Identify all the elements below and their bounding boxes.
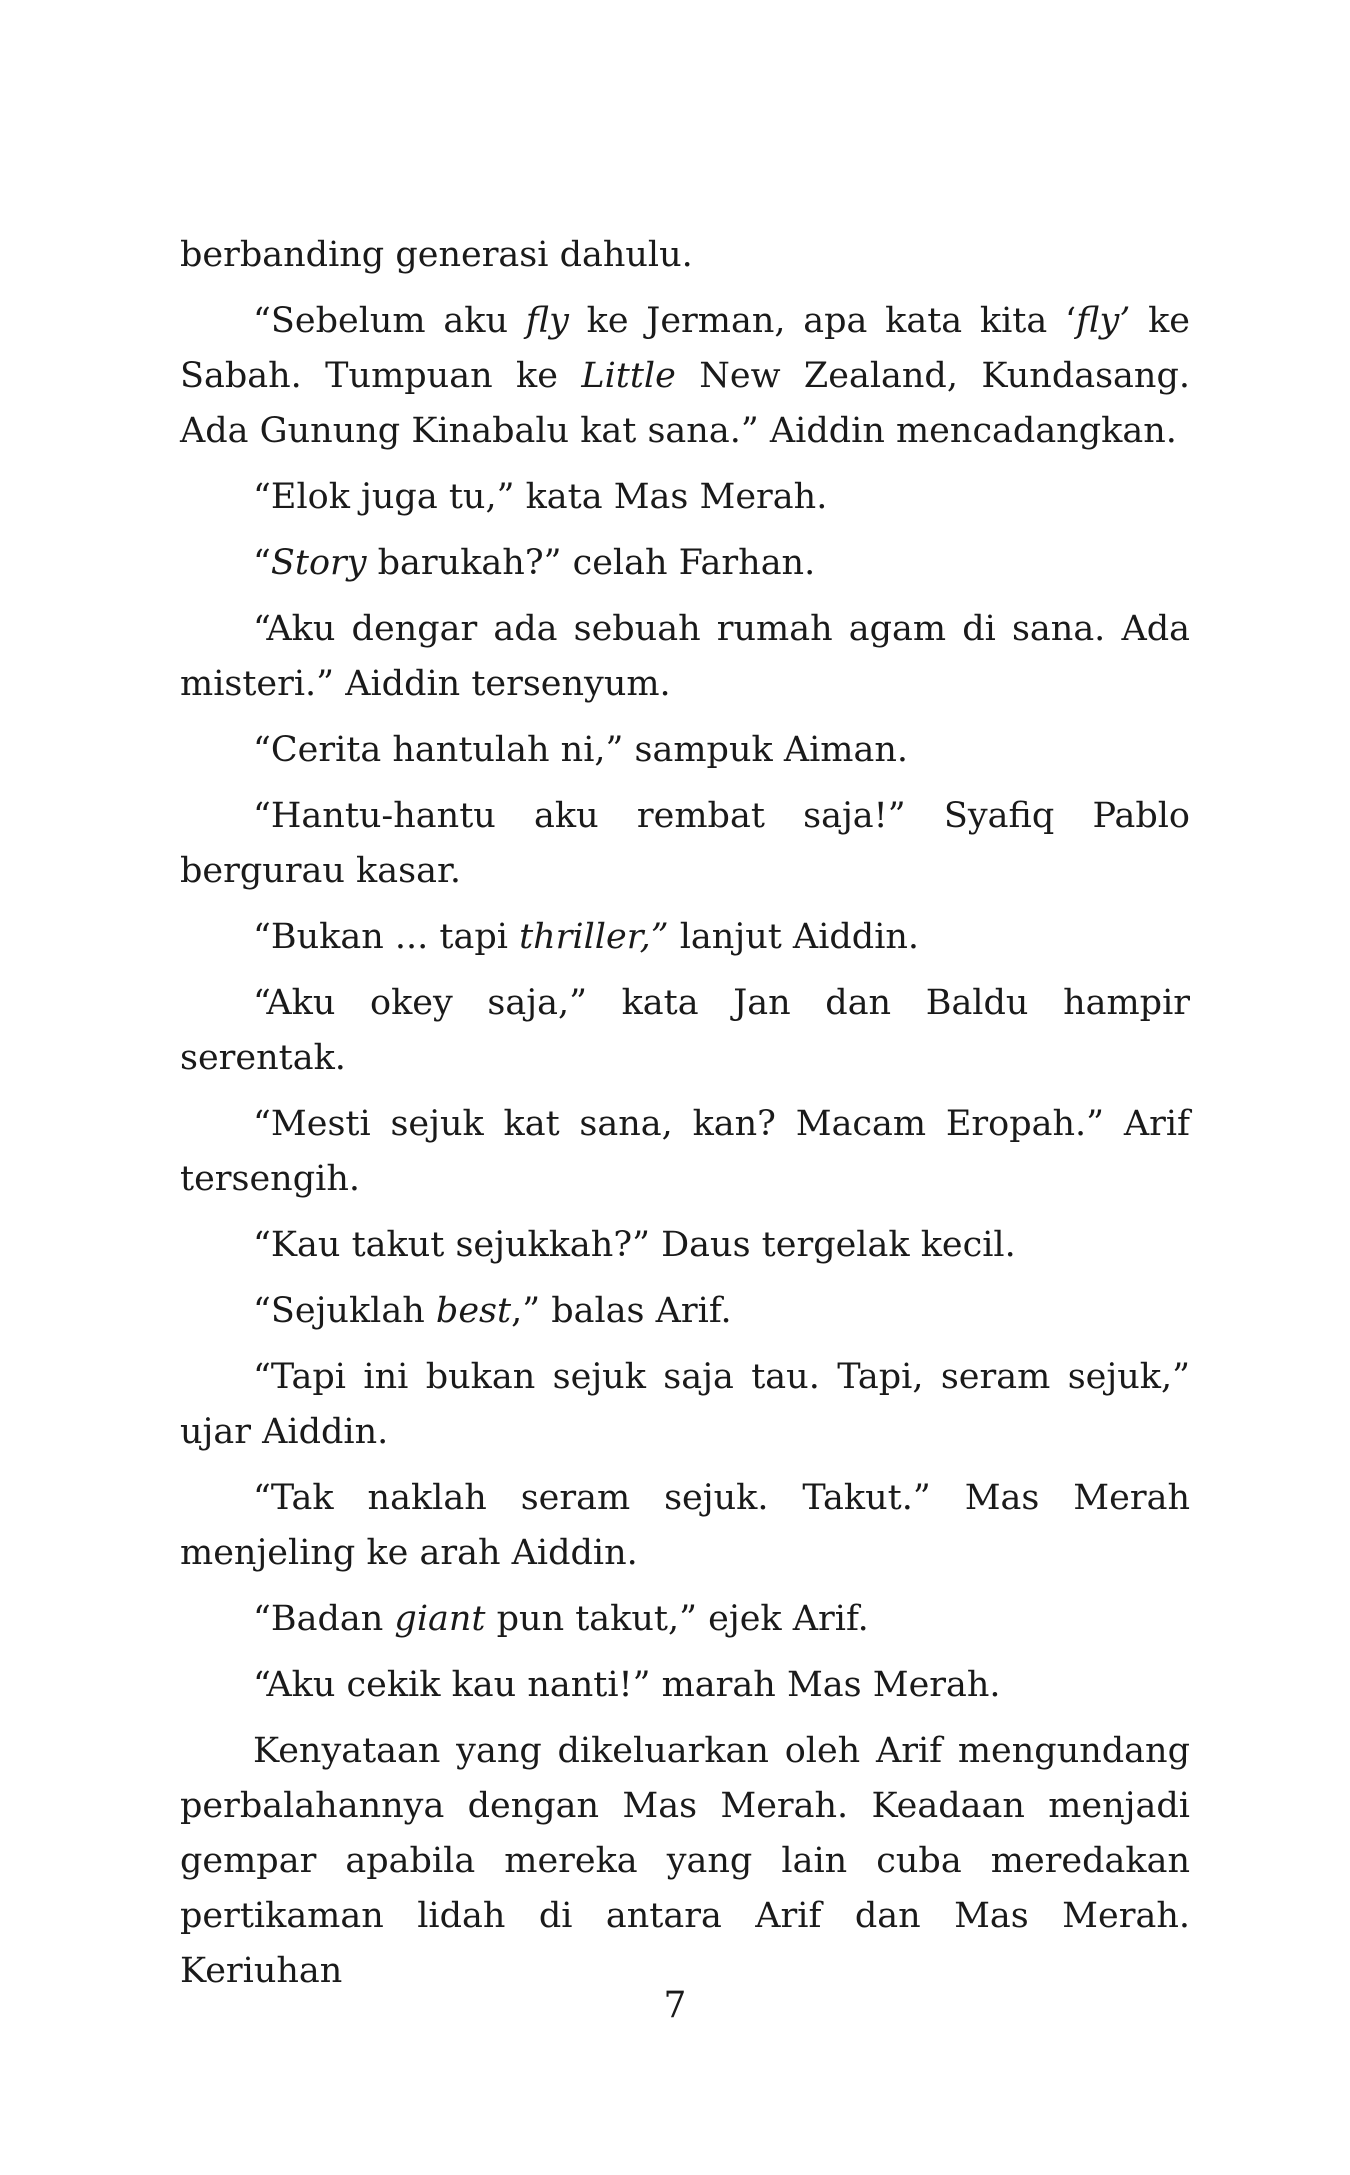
text-run: “Sejuklah xyxy=(253,1291,436,1331)
text-run: “Tak naklah seram sejuk. Takut.” Mas Merah menjeling ke arah Aiddin. xyxy=(180,1478,1190,1573)
text-run: “Aku okey saja,” kata Jan dan Baldu hampir serentak. xyxy=(180,983,1190,1078)
text-run: “Mesti sejuk kat sana, kan? Macam Eropah.” Arif tersengih. xyxy=(180,1104,1190,1199)
text-run: “Aku cekik kau nanti!” marah Mas Merah. xyxy=(253,1665,1001,1705)
text-run: berbanding generasi dahulu. xyxy=(180,235,693,275)
paragraph xyxy=(180,1350,1190,1460)
text-run: “Bukan ... tapi xyxy=(253,917,520,957)
italic-text: fly xyxy=(525,301,569,341)
paragraph xyxy=(180,602,1190,712)
paragraph xyxy=(180,294,1190,459)
text-run: ke Jerman, apa kata kita ‘ xyxy=(568,301,1077,341)
paragraph xyxy=(180,1097,1190,1207)
text-run: “Cerita hantulah ni,” sampuk Aiman. xyxy=(253,730,909,770)
paragraph xyxy=(180,536,1190,591)
paragraph xyxy=(180,1218,1190,1273)
paragraph xyxy=(180,228,1190,283)
text-run: barukah?” celah Farhan. xyxy=(366,543,816,583)
paragraph xyxy=(180,470,1190,525)
italic-text: thriller,” xyxy=(519,917,669,957)
body-text xyxy=(180,228,1190,2010)
paragraph xyxy=(180,1658,1190,1713)
paragraph xyxy=(180,910,1190,965)
italic-text: best xyxy=(435,1291,512,1331)
paragraph xyxy=(180,1724,1190,1999)
paragraph xyxy=(180,1284,1190,1339)
paragraph xyxy=(180,723,1190,778)
text-run: ,” balas Arif. xyxy=(511,1291,732,1331)
italic-text: giant xyxy=(394,1599,486,1639)
text-run: “ xyxy=(253,543,271,583)
paragraph xyxy=(180,976,1190,1086)
text-run: “Tapi ini bukan sejuk saja tau. Tapi, seram sejuk,” ujar Aiddin. xyxy=(180,1357,1190,1452)
paragraph xyxy=(180,789,1190,899)
text-run: “Hantu-hantu aku rembat saja!” Syafiq Pablo bergurau kasar. xyxy=(180,796,1190,891)
text-run: ke Sabah. Tumpuan ke xyxy=(180,301,1191,396)
text-run: New Zealand, Kundasang. Ada Gunung Kinabalu kat sana.” Aiddin mencadangkan. xyxy=(180,356,1190,451)
text-run: Kenyataan yang dikeluarkan oleh Arif mengundang perbalahannya dengan Mas Merah. Keadaan menjadi gempar apabila mereka yang lain cuba meredakan pertikaman lidah di antara Arif dan Mas Merah. Keriuhan xyxy=(180,1731,1190,1991)
paragraph xyxy=(180,1471,1190,1581)
text-run: “Badan xyxy=(253,1599,395,1639)
text-run: “Kau takut sejukkah?” Daus tergelak kecil. xyxy=(253,1225,1016,1265)
paragraph xyxy=(180,1592,1190,1647)
italic-text: Little xyxy=(581,356,676,396)
page-number: 7 xyxy=(663,1985,687,2026)
italic-text: fly’ xyxy=(1076,301,1131,341)
text-run: “Sebelum aku xyxy=(253,301,526,341)
text-run: pun takut,” ejek Arif. xyxy=(485,1599,869,1639)
text-run: lanjut Aiddin. xyxy=(668,917,920,957)
italic-text: Story xyxy=(270,543,367,583)
text-run: “Aku dengar ada sebuah rumah agam di sana. Ada misteri.” Aiddin tersenyum. xyxy=(180,609,1190,704)
text-run: “Elok juga tu,” kata Mas Merah. xyxy=(253,477,828,517)
